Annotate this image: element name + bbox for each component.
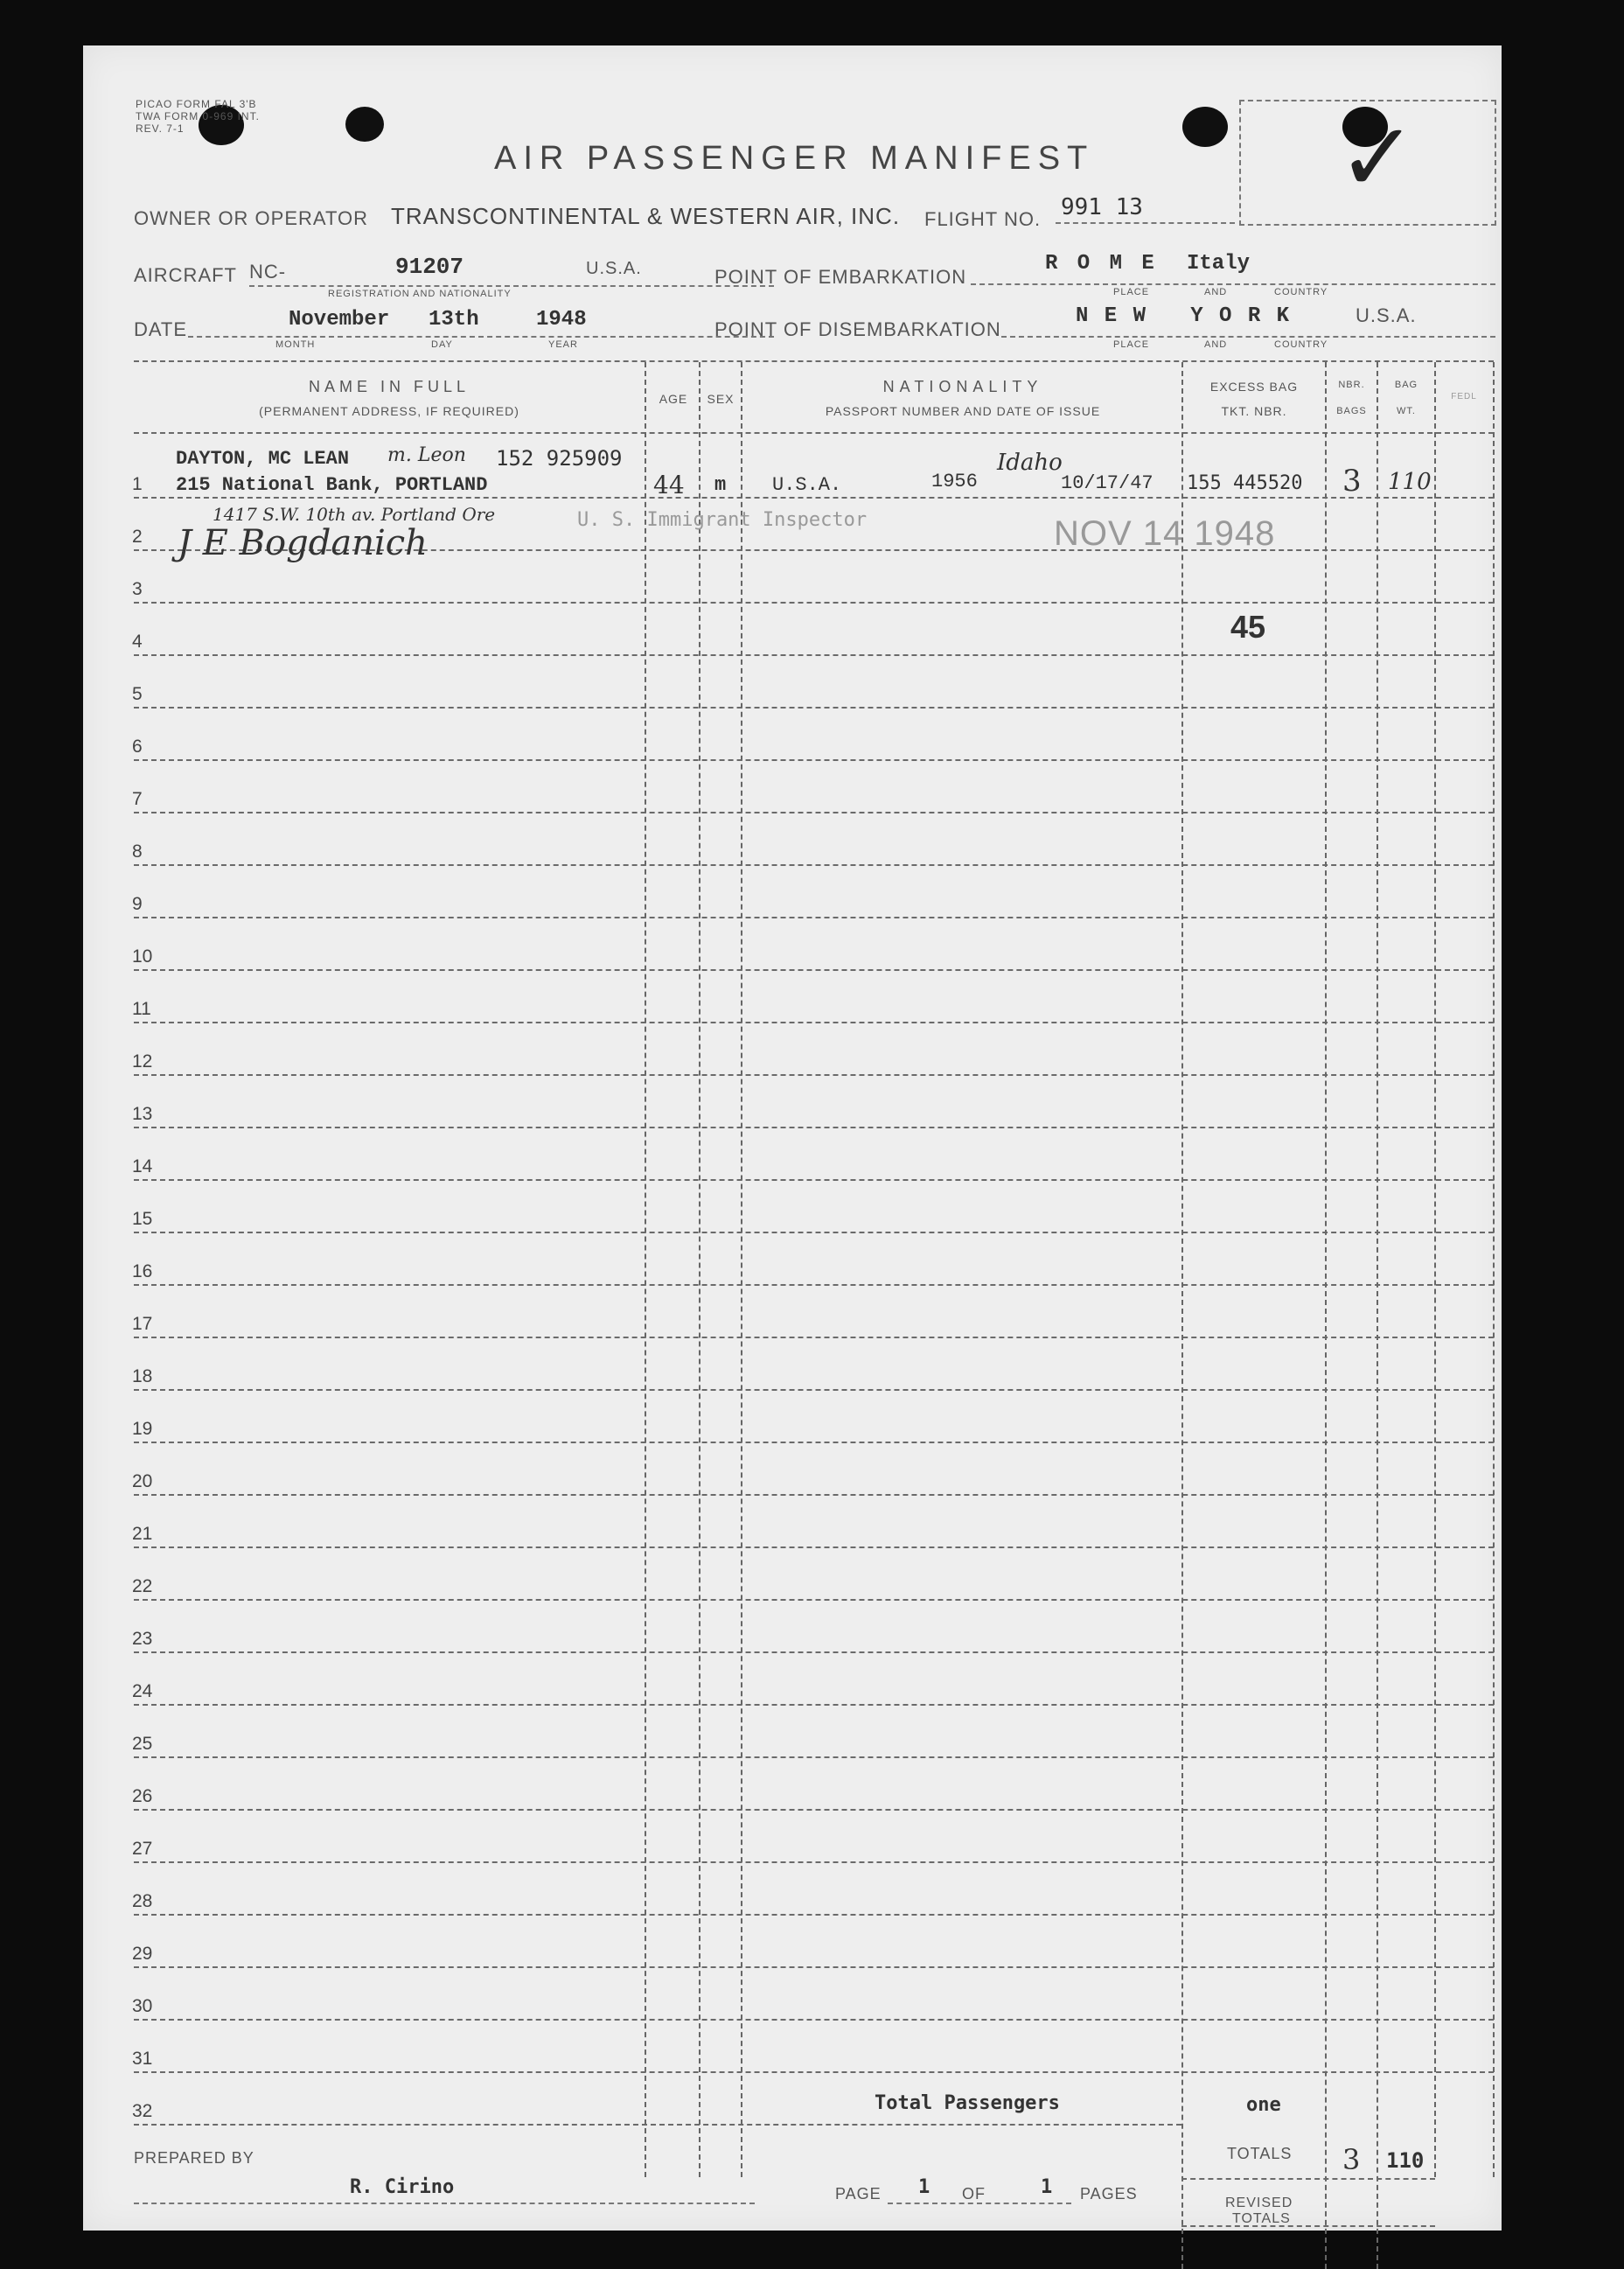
flight-label: FLIGHT NO. xyxy=(924,208,1042,230)
table-row xyxy=(134,759,1494,761)
row-number: 30 xyxy=(132,1996,153,2016)
disembarkation-place: N E W Y O R K xyxy=(1076,304,1292,328)
col-sep xyxy=(1434,362,1436,2177)
col-sep xyxy=(741,362,742,2177)
row-number: 24 xyxy=(132,1681,153,1701)
row-number: 9 xyxy=(132,894,143,914)
row-number: 18 xyxy=(132,1366,153,1386)
header-nationality-sub: PASSPORT NUMBER AND DATE OF ISSUE xyxy=(825,404,1101,418)
country-sublabel: COUNTRY xyxy=(1274,339,1328,350)
totals-weight: 110 xyxy=(1386,2148,1425,2173)
prepared-by: R. Cirino xyxy=(350,2176,455,2198)
header-extra: FEDL xyxy=(1451,392,1477,401)
row-number: 1 xyxy=(132,474,143,494)
header-sex: SEX xyxy=(707,392,735,406)
passenger-address: 215 National Bank, PORTLAND xyxy=(176,474,488,496)
date-month: November xyxy=(289,308,390,332)
row-number: 7 xyxy=(132,789,143,809)
of-label: OF xyxy=(962,2185,986,2203)
disembarkation-label: POINT OF DISEMBARKATION xyxy=(714,318,1001,340)
passenger-age: 44 xyxy=(653,471,685,499)
table-row xyxy=(134,707,1494,709)
form-id-line: REV. 7-1 xyxy=(136,122,185,135)
col-sep xyxy=(1325,362,1327,2269)
operator-value: TRANSCONTINENTAL & WESTERN AIR, INC. xyxy=(391,203,901,229)
row-number: 6 xyxy=(132,737,143,757)
table-row xyxy=(134,1232,1494,1233)
annotation-45: 45 xyxy=(1230,609,1266,645)
table-row xyxy=(134,1389,1494,1391)
place-sublabel: PLACE xyxy=(1113,339,1150,350)
row-number: 13 xyxy=(132,1104,153,1124)
table-row xyxy=(134,1546,1494,1548)
bag-weight: 110 xyxy=(1388,469,1432,495)
totals-rule xyxy=(1181,2225,1435,2227)
passenger-id-number: 152 925909 xyxy=(496,446,623,471)
table-row xyxy=(134,1809,1494,1811)
row-number: 21 xyxy=(132,1524,153,1544)
page-underline xyxy=(888,2203,1071,2204)
header-nationality: NATIONALITY xyxy=(882,378,1043,395)
table-row xyxy=(134,1914,1494,1916)
form-id xyxy=(136,98,260,135)
table-row xyxy=(134,2124,1181,2126)
embarkation-place: R O M E xyxy=(1045,252,1158,276)
col-sep xyxy=(1181,362,1183,2269)
header-nbr-sub: BAGS xyxy=(1336,406,1367,416)
header-name-sub: (PERMANENT ADDRESS, IF REQUIRED) xyxy=(259,404,519,418)
date-label: DATE xyxy=(134,318,188,340)
col-sep xyxy=(1493,362,1495,2177)
day-sublabel: DAY xyxy=(431,339,453,350)
row-number: 14 xyxy=(132,1156,153,1176)
date-underline xyxy=(188,336,774,338)
pages-total: 1 xyxy=(1041,2176,1053,2198)
row-number: 17 xyxy=(132,1314,153,1334)
row-number: 10 xyxy=(132,946,153,967)
row-number: 29 xyxy=(132,1944,153,1964)
row-number: 3 xyxy=(132,579,143,599)
table-row xyxy=(134,1494,1494,1496)
table-top-rule xyxy=(134,360,1494,362)
punch-hole xyxy=(345,107,384,142)
prepared-underline xyxy=(134,2203,755,2204)
punch-hole xyxy=(1182,107,1228,147)
row-number: 16 xyxy=(132,1261,153,1281)
row-number: 20 xyxy=(132,1471,153,1491)
table-row xyxy=(134,1599,1494,1601)
table-row xyxy=(134,864,1494,866)
row-number: 26 xyxy=(132,1786,153,1806)
row-number: 4 xyxy=(132,632,143,652)
row-number: 23 xyxy=(132,1629,153,1649)
month-sublabel: MONTH xyxy=(275,339,316,350)
table-row xyxy=(134,1337,1494,1338)
aircraft-underline xyxy=(249,285,774,287)
inspector-stamp: U. S. Immigrant Inspector xyxy=(577,509,868,531)
revised-label: REVISED xyxy=(1225,2196,1293,2210)
disembarkation-country: U.S.A. xyxy=(1356,304,1417,326)
table-row xyxy=(134,1442,1494,1443)
table-row xyxy=(134,1861,1494,1863)
table-row xyxy=(134,1756,1494,1758)
table-row xyxy=(134,1127,1494,1128)
revised-label-2: TOTALS xyxy=(1232,2211,1291,2226)
row-number: 27 xyxy=(132,1839,153,1859)
passenger-address-hand: 1417 S.W. 10th av. Portland Ore xyxy=(213,504,496,525)
pages-label: PAGES xyxy=(1080,2185,1138,2203)
table-row xyxy=(134,654,1494,656)
header-age: AGE xyxy=(659,392,688,406)
and-sublabel: AND xyxy=(1204,339,1228,350)
date-day: 13th xyxy=(429,308,479,332)
table-row xyxy=(134,969,1494,971)
check-box xyxy=(1239,100,1496,226)
aircraft-label: AIRCRAFT xyxy=(134,264,237,286)
row-number: 11 xyxy=(132,999,151,1019)
row-number: 8 xyxy=(132,841,143,862)
row-number: 31 xyxy=(132,2049,153,2069)
row-number: 19 xyxy=(132,1419,153,1439)
row-number: 12 xyxy=(132,1051,153,1072)
passenger-nationality: U.S.A. xyxy=(772,474,842,496)
manifest-sheet xyxy=(83,45,1502,2231)
bag-count: 3 xyxy=(1342,464,1362,499)
col-sep xyxy=(1377,362,1378,2269)
table-row xyxy=(134,2019,1494,2021)
row-number: 2 xyxy=(132,527,143,547)
header-name: NAME IN FULL xyxy=(308,378,470,395)
table-row xyxy=(134,1074,1494,1076)
passport-place: Idaho xyxy=(997,450,1063,476)
aircraft-prefix: NC- xyxy=(249,261,287,283)
date-year: 1948 xyxy=(536,308,587,332)
table-row xyxy=(134,1704,1494,1706)
row-number: 15 xyxy=(132,1209,153,1229)
and-sublabel: AND xyxy=(1204,287,1228,297)
table-row xyxy=(134,917,1494,918)
passenger-sex: m xyxy=(714,474,727,496)
passenger-name: DAYTON, MC LEAN xyxy=(176,448,350,470)
table-header-rule xyxy=(134,432,1494,434)
table-row xyxy=(134,1179,1494,1181)
row-number: 32 xyxy=(132,2101,153,2121)
country-sublabel: COUNTRY xyxy=(1274,287,1328,297)
aircraft-sublabel: REGISTRATION AND NATIONALITY xyxy=(328,289,512,299)
page-number: 1 xyxy=(918,2176,930,2198)
total-passengers-label: Total Passengers xyxy=(875,2092,1060,2114)
aircraft-nationality: U.S.A. xyxy=(586,259,642,278)
table-row xyxy=(134,1022,1494,1023)
totals-rule xyxy=(1181,2178,1435,2180)
excess-ticket: 155 445520 xyxy=(1187,472,1303,494)
table-row xyxy=(134,1966,1494,1968)
header-bag-sub: WT. xyxy=(1397,406,1416,416)
embarkation-country: Italy xyxy=(1187,252,1251,276)
check-mark-icon: ✓ xyxy=(1337,101,1418,213)
prepared-label: PREPARED BY xyxy=(134,2149,254,2167)
table-row xyxy=(134,497,1494,499)
year-sublabel: YEAR xyxy=(548,339,578,350)
table-row xyxy=(134,1651,1494,1653)
disembarkation-underline xyxy=(1001,336,1495,338)
table-row xyxy=(134,812,1494,813)
name-correction: m. Leon xyxy=(387,444,466,466)
date-stamp: NOV 14 1948 xyxy=(1054,514,1276,553)
row-number: 5 xyxy=(132,684,143,704)
page-label: PAGE xyxy=(835,2185,882,2203)
header-excess: EXCESS BAG xyxy=(1209,380,1299,394)
embarkation-underline xyxy=(971,283,1495,285)
header-nbr: NBR. xyxy=(1338,380,1365,390)
row-number: 25 xyxy=(132,1734,153,1754)
flight-number: 991 13 xyxy=(1061,194,1143,220)
col-sep xyxy=(645,362,646,2177)
form-id-line: TWA FORM 0-969 INT. xyxy=(136,110,260,122)
totals-bags: 3 xyxy=(1342,2143,1361,2176)
page-title: AIR PASSENGER MANIFEST xyxy=(494,140,1095,177)
aircraft-registration: 91207 xyxy=(395,254,464,280)
table-row xyxy=(134,602,1494,604)
col-sep xyxy=(699,362,700,2177)
totals-label: TOTALS xyxy=(1227,2145,1293,2162)
passport-issue-date: 10/17/47 xyxy=(1061,472,1154,494)
row-number: 22 xyxy=(132,1576,153,1596)
form-id-line: PICAO FORM FAL 3'B xyxy=(136,98,257,110)
total-passengers-value: one xyxy=(1246,2094,1281,2116)
inspector-signature: J E Bogdanich xyxy=(178,523,428,563)
table-row xyxy=(134,2071,1494,2073)
flight-underline xyxy=(1056,222,1235,224)
embarkation-label: POINT OF EMBARKATION xyxy=(714,266,967,288)
passport-number: 1956 xyxy=(931,471,978,492)
header-bag: BAG xyxy=(1394,380,1418,390)
header-excess-sub: TKT. NBR. xyxy=(1221,404,1287,418)
operator-label: OWNER OR OPERATOR xyxy=(134,207,368,229)
table-row xyxy=(134,1284,1494,1286)
place-sublabel: PLACE xyxy=(1113,287,1150,297)
row-number: 28 xyxy=(132,1891,153,1911)
